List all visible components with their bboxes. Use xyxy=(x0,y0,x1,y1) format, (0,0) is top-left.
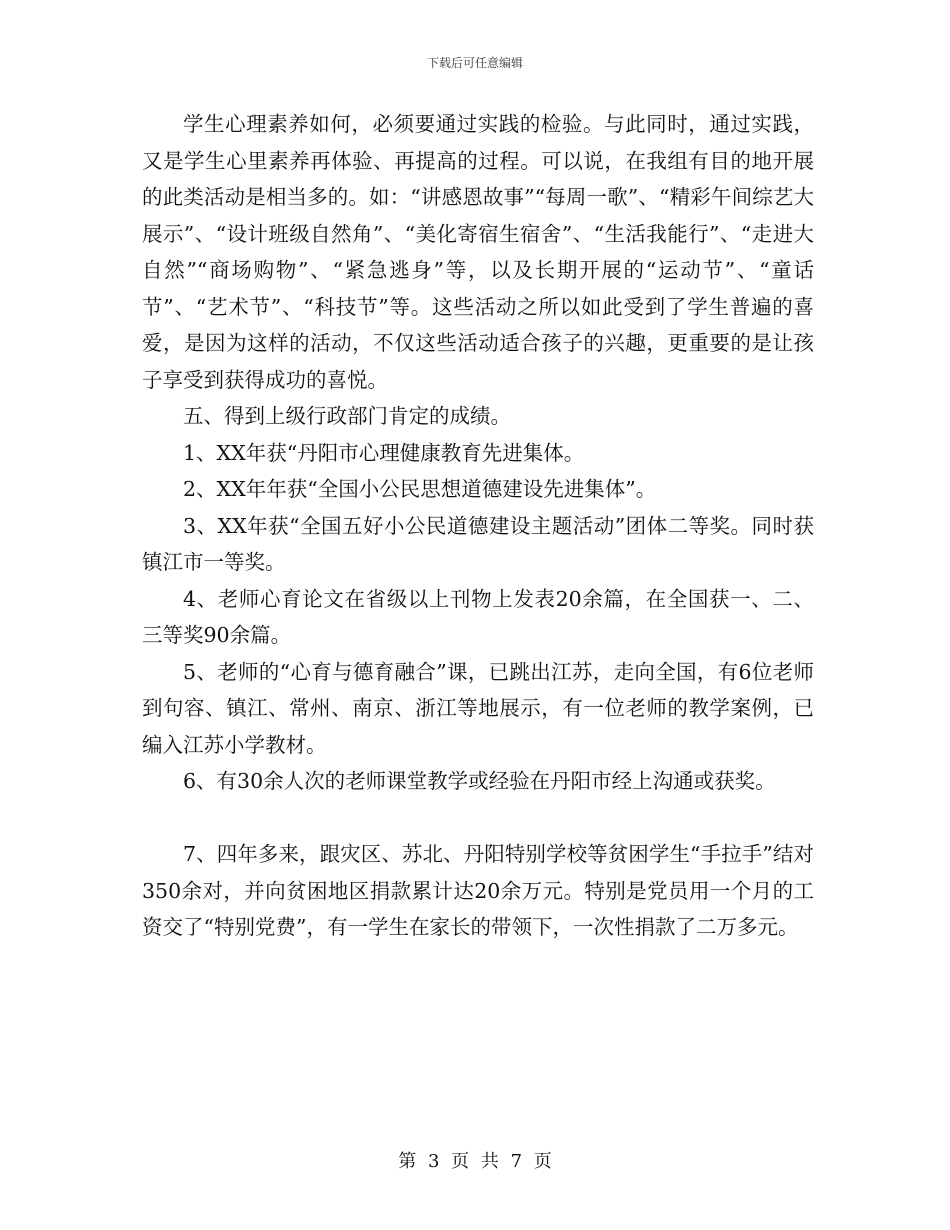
list-item: 2、XX年年获“全国小公民思想道德建设先进集体”。 xyxy=(183,477,657,501)
blank-line xyxy=(142,800,814,837)
list-item: 1、XX年获“丹阳市心理健康教育先进集体。 xyxy=(183,440,585,465)
list-item: 4、老师心育论文在省级以上刊物上发表20余篇，在全国获一、二、三等奖90余篇。 xyxy=(142,586,814,647)
paragraph-practice-activities: 学生心理素养如何，必须要通过实践的检验。与此同时，通过实践，又是学生心里素养再体验、再提高的过程。可以说，在我组有目的地开展的此类活动是相当多的。如：“讲感恩故事”“每周一歌”、“精彩午间综艺大展示”、“设计班级自然角”、“美化寄宿生宿舍”、“生活我能行”、“走进大自然”“商场购物”、“紧急逃身”等，以及长期开展的“运动节”、“童话节”、“艺术节”、“科技节”等。这些活动之所以如此受到了学生普遍的喜爱，是因为这样的活动，不仅这些活动适合孩子的兴趣，更重要的是让孩子享受到获得成功的喜悦。 xyxy=(142,112,814,392)
page-number-footer: 第 3 页 共 7 页 xyxy=(398,1151,552,1172)
section-heading-achievements: 五、得到上级行政部门肯定的成绩。 xyxy=(183,404,511,428)
list-item: 7、四年多来，跟灾区、苏北、丹阳特别学校等贫困学生“手拉手”结对350余对，并向贫困地区捐款累计达20余万元。特别是党员用一个月的工资交了“特别党费”，有一学生在家长的带领下，一次性捐款了二万多元。 xyxy=(142,842,814,939)
document-body xyxy=(142,106,814,946)
list-item: 6、有30余人次的老师课堂教学或经验在丹阳市经上沟通或获奖。 xyxy=(183,769,776,793)
page-header: 下载后可任意编辑 xyxy=(426,56,523,70)
list-item: 5、老师的“心育与德育融合”课，已跳出江苏，走向全国，有6位老师到句容、镇江、常州、南京、浙江等地展示，有一位老师的教学案例，已编入江苏小学教材。 xyxy=(142,659,814,757)
list-item: 3、XX年获“全国五好小公民道德建设主题活动”团体二等奖。同时获镇江市一等奖。 xyxy=(142,513,814,574)
